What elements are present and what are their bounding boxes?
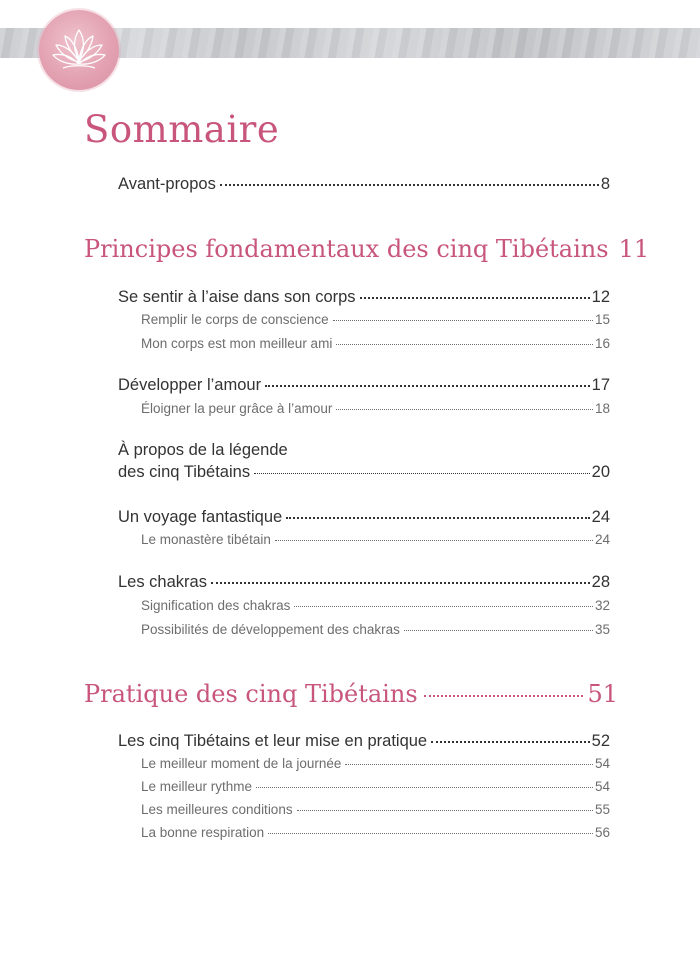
toc-subentry-label: Le meilleur rythme <box>141 779 253 794</box>
dot-leader <box>360 297 590 299</box>
toc-subentry[interactable] <box>141 598 610 613</box>
section-title-page: 11 <box>618 235 650 263</box>
toc-subentry[interactable] <box>141 312 610 327</box>
toc-subentry-label: Remplir le corps de conscience <box>141 312 329 327</box>
dot-leader <box>431 741 590 743</box>
toc-subentry[interactable] <box>141 532 610 547</box>
toc-subentry-page: 55 <box>594 802 610 817</box>
toc-entry-label-line1: À propos de la légende <box>118 441 288 459</box>
toc-subentry-page: 16 <box>594 336 610 351</box>
toc-subentry[interactable] <box>141 779 610 794</box>
toc-subentry[interactable] <box>141 622 610 637</box>
section-title[interactable] <box>84 680 618 708</box>
toc-entry-label: Les cinq Tibétains et leur mise en pratique <box>118 732 428 750</box>
toc-entry-page: 12 <box>591 288 610 306</box>
toc-subentry[interactable] <box>141 336 610 351</box>
dot-leader <box>268 833 593 834</box>
section-title-label: Pratique des cinq Tibétains <box>84 680 418 708</box>
dot-leader <box>336 409 593 410</box>
toc-entry-page: 17 <box>591 376 610 394</box>
toc-subentry-label: Le meilleur moment de la journée <box>141 756 342 771</box>
page-title: Sommaire <box>84 108 280 151</box>
dot-leader <box>275 540 593 541</box>
toc-entry-label: Les chakras <box>118 573 207 591</box>
toc-subentry-page: 54 <box>594 779 610 794</box>
toc-entry-line2 <box>118 463 610 482</box>
lotus-icon <box>39 10 119 90</box>
toc-entry-label: Développer l’amour <box>118 376 262 394</box>
toc-subentry-page: 24 <box>594 532 610 547</box>
toc-subentry-page: 18 <box>594 401 610 416</box>
toc-subentry[interactable] <box>141 825 610 840</box>
toc-entry[interactable] <box>118 732 610 751</box>
toc-entry-page: 20 <box>591 463 610 481</box>
section-title-label: Principes fondamentaux des cinq Tibétains <box>84 235 609 263</box>
toc-entry-page: 28 <box>591 573 610 591</box>
dot-leader <box>336 344 593 345</box>
dot-leader <box>333 320 593 321</box>
toc-entry[interactable] <box>118 175 610 194</box>
toc-entry-page: 24 <box>591 508 610 526</box>
dot-leader <box>254 473 590 474</box>
toc-subentry[interactable] <box>141 756 610 771</box>
toc-entry-page: 52 <box>591 732 610 750</box>
toc-entry-page: 8 <box>600 175 610 193</box>
section-title[interactable] <box>84 235 650 263</box>
toc-subentry-page: 54 <box>594 756 610 771</box>
toc-subentry-label: Les meilleures conditions <box>141 802 293 817</box>
toc-subentry[interactable] <box>141 401 610 416</box>
toc-subentry-label: Signification des chakras <box>141 598 291 613</box>
dot-leader <box>265 385 590 387</box>
dot-leader <box>294 606 593 607</box>
toc-entry-label: Avant-propos <box>118 175 216 193</box>
toc-subentry-label: La bonne respiration <box>141 825 265 840</box>
toc-subentry-label: Possibilités de développement des chakras <box>141 622 400 637</box>
toc-entry[interactable] <box>118 573 610 592</box>
dot-leader <box>345 764 593 765</box>
section-title-page: 51 <box>587 680 618 708</box>
toc-subentry-page: 15 <box>594 312 610 327</box>
toc-subentry-page: 56 <box>594 825 610 840</box>
dot-leader <box>211 582 590 584</box>
toc-subentry-label: Éloigner la peur grâce à l’amour <box>141 401 333 416</box>
toc-entry[interactable] <box>118 376 610 395</box>
toc-subentry-label: Mon corps est mon meilleur ami <box>141 336 333 351</box>
toc-entry-multiline[interactable] <box>118 441 610 482</box>
toc-entry-label-line2: des cinq Tibétains <box>118 463 251 481</box>
dot-leader <box>256 787 593 788</box>
toc-subentry-label: Le monastère tibétain <box>141 532 271 547</box>
dot-leader <box>220 184 599 186</box>
toc-subentry-page: 32 <box>594 598 610 613</box>
toc-subentry-page: 35 <box>594 622 610 637</box>
toc-entry-label: Un voyage fantastique <box>118 508 283 526</box>
toc-entry[interactable] <box>118 288 610 307</box>
toc-entry[interactable] <box>118 508 610 527</box>
dot-leader <box>297 810 593 811</box>
toc-subentry[interactable] <box>141 802 610 817</box>
toc-entry-label: Se sentir à l’aise dans son corps <box>118 288 356 306</box>
dot-leader <box>404 630 593 631</box>
dot-leader <box>286 517 589 519</box>
dot-leader <box>424 695 584 697</box>
